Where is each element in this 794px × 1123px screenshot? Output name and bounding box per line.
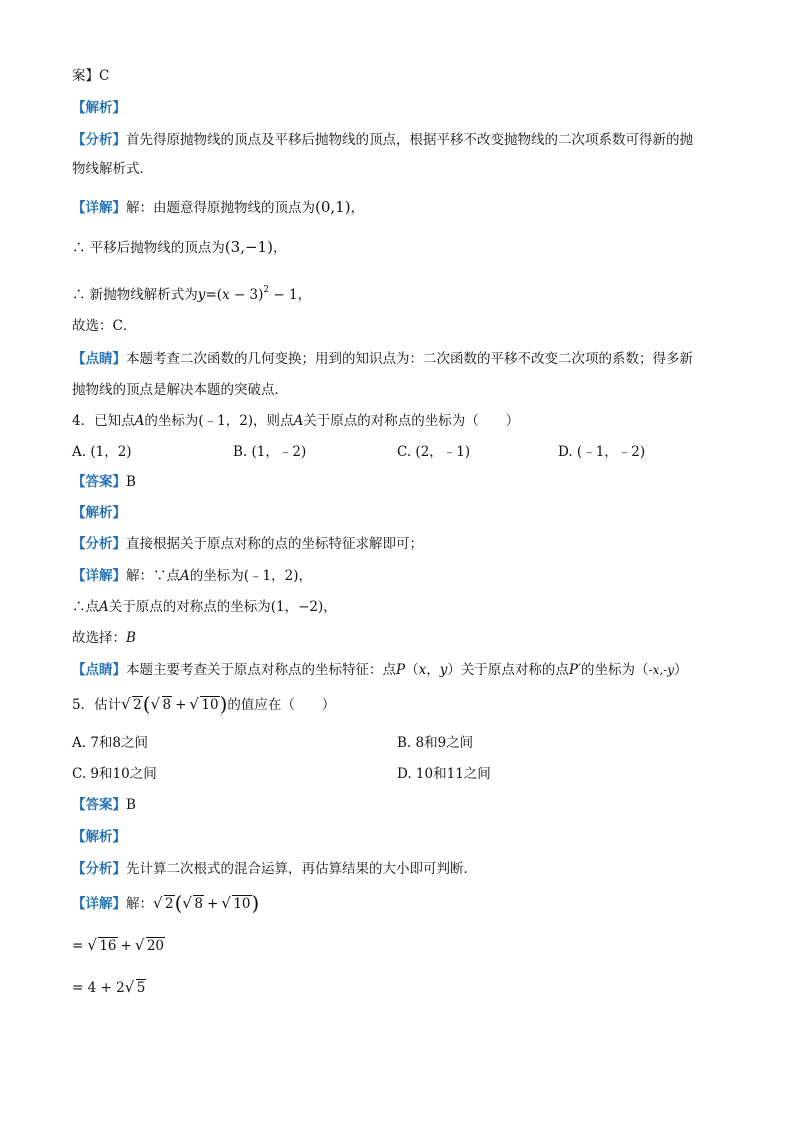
plus: + <box>207 896 219 912</box>
step-text: ∴点 <box>72 599 99 615</box>
sqrt-10 <box>189 695 219 715</box>
answer-text: 案】C <box>72 68 110 84</box>
radicand: 16 <box>99 938 117 954</box>
dianjing-text: 本题考查二次函数的几何变换；用到的知识点为：二次函数的平移不改变二次项的系数；得多新 <box>126 351 693 367</box>
fenxi-text: 直接根据关于原点对称的点的坐标特征求解即可； <box>126 536 423 552</box>
analysis-heading <box>72 98 126 118</box>
plus: + <box>175 697 187 713</box>
radicand: 10 <box>201 697 219 713</box>
equals-expr: = 4 + 2 <box>72 980 125 996</box>
q4-option-c: C. (2，﹣1) <box>397 444 471 460</box>
new-parabola-text: ∴ 新抛物线解析式为 <box>72 287 198 303</box>
fenxi-tag: 【分析】 <box>72 536 126 552</box>
q5-answer <box>72 795 136 815</box>
radicand: 2 <box>133 697 142 713</box>
shifted-vertex-text: ∴ 平移后抛物线的顶点为 <box>72 240 225 256</box>
xiangjie-text: 解：∵点 <box>126 568 180 584</box>
xiangjie-text: 解：由题意得原抛物线的顶点为 <box>126 200 315 216</box>
paren: （ <box>405 662 419 678</box>
sqrt-10 <box>221 894 251 914</box>
vertex-shifted: (3,−1) <box>224 238 273 256</box>
coords-neg: -x,-y <box>648 663 674 677</box>
q4-dianjing <box>72 660 688 680</box>
equals: = <box>72 938 84 954</box>
choice-line <box>72 316 136 336</box>
radicand: 10 <box>233 896 251 912</box>
answer-value: B <box>126 474 136 490</box>
q5-fenxi <box>72 859 477 879</box>
point-a: A <box>99 599 109 615</box>
question-5 <box>72 694 335 715</box>
point-p: P <box>396 662 406 678</box>
fenxi-text: 先计算二次根式的混合运算，再估算结果的大小即可判断． <box>126 861 477 877</box>
var-x: x <box>222 287 230 303</box>
choice-text: 故选择： <box>72 630 126 646</box>
q4-option-b: B. (1，﹣2) <box>233 444 307 460</box>
punct: ， <box>350 200 365 216</box>
var-y: y <box>439 662 448 678</box>
fenxi-tag: 【分析】 <box>72 132 126 148</box>
xiangjie-text: 解： <box>126 896 153 912</box>
q4-answer <box>72 472 136 492</box>
point-a: A <box>293 413 304 429</box>
choice-value: B <box>126 630 136 646</box>
paren-close: ) <box>219 692 228 716</box>
fenxi-tag: 【分析】 <box>72 861 126 877</box>
q4-text: 的坐标为(﹣1，2)，则点 <box>144 413 294 429</box>
answer-tag: 【答案】 <box>72 797 126 813</box>
dianjing-text: 的坐标为（ <box>581 662 649 678</box>
dianjing-tag: 【点睛】 <box>72 662 126 678</box>
answer-tag: 【答案】 <box>72 474 126 490</box>
radicand: 5 <box>136 980 146 996</box>
paren-close: ) <box>251 891 260 915</box>
step-text: 关于原点的对称点的坐标为(1，−2)， <box>108 599 337 615</box>
xiangjie-tag: 【详解】 <box>72 896 126 912</box>
dianjing-text-cont: 抛物线的顶点是解决本题的突破点． <box>72 382 288 398</box>
q5-option-a: A. 7和8之间 <box>72 735 149 751</box>
vertex-original: (0,1) <box>315 198 351 216</box>
detail-line-2 <box>72 237 286 258</box>
comment-line-1 <box>72 349 693 369</box>
analysis-tag: 【解析】 <box>72 829 126 845</box>
analysis-tag: 【解析】 <box>72 100 126 116</box>
radicand: 2 <box>165 896 174 912</box>
plus: + <box>120 938 132 954</box>
q4-choice <box>72 628 136 648</box>
radicand: 8 <box>194 896 203 912</box>
q4-fenxi <box>72 534 423 554</box>
comment-line-2 <box>72 380 288 400</box>
q5-option-c: C. 9和10之间 <box>72 766 157 782</box>
var-y: y <box>197 287 206 303</box>
sqrt-2 <box>153 894 175 914</box>
fenxi-text-cont: 物线解析式． <box>72 161 153 177</box>
eq: =( <box>205 287 223 303</box>
paren-open: ( <box>174 891 183 915</box>
q5-step-2 <box>72 978 146 998</box>
q4-option-a: A. (1，2) <box>72 444 132 460</box>
punct: ， <box>272 240 287 256</box>
analysis-line-1 <box>72 130 693 150</box>
xiangjie-text: 的坐标为(﹣1，2)， <box>189 568 312 584</box>
eq-rest: − 3) <box>229 287 264 303</box>
q5-text: 的值应在（ ） <box>227 697 336 713</box>
answer-value: B <box>126 797 136 813</box>
eq-end: − 1， <box>269 287 312 303</box>
q5-analysis-heading <box>72 827 126 847</box>
analysis-line-2 <box>72 159 153 179</box>
question-4 <box>72 411 519 431</box>
detail-line-3 <box>72 280 311 305</box>
analysis-tag: 【解析】 <box>72 505 126 521</box>
q5-step-1 <box>72 936 165 956</box>
radicand: 20 <box>146 938 164 954</box>
sqrt-16 <box>87 936 117 956</box>
point-a: A <box>134 413 145 429</box>
detail-line-1 <box>72 197 364 218</box>
dianjing-text: 本题主要考查关于原点对称点的坐标特征：点 <box>126 662 396 678</box>
fenxi-text: 首先得原抛物线的顶点及平移后抛物线的顶点，根据平移不改变抛物线的二次项系数可得新的抛 <box>126 132 693 148</box>
xiangjie-tag: 【详解】 <box>72 200 126 216</box>
paren-open: ( <box>142 692 151 716</box>
sqrt-8 <box>182 894 204 914</box>
dianjing-text: ）关于原点对称的点 <box>447 662 569 678</box>
q4-option-d: D. (﹣1，﹣2) <box>558 444 646 460</box>
q4-xiangjie <box>72 566 312 586</box>
xiangjie-tag: 【详解】 <box>72 568 126 584</box>
var-x: x <box>418 662 427 678</box>
sqrt-8 <box>151 695 173 715</box>
answer-fragment <box>72 66 109 86</box>
q4-step-2 <box>72 597 337 617</box>
q4-analysis-heading <box>72 503 126 523</box>
sqrt-2 <box>121 695 143 715</box>
point-a: A <box>180 568 190 584</box>
q5-text: 5．估计 <box>72 697 122 713</box>
point-p-prime: P′ <box>568 662 582 678</box>
q5-xiangjie <box>72 893 259 914</box>
exponent: 2 <box>263 285 270 295</box>
radicand: 8 <box>162 697 172 713</box>
q4-text: 4．已知点 <box>72 413 135 429</box>
q5-option-b: B. 8和9之间 <box>397 735 474 751</box>
paren: ） <box>674 662 688 678</box>
choice-text: 故选：C． <box>72 318 137 334</box>
q5-option-d: D. 10和11之间 <box>397 766 491 782</box>
sqrt-5 <box>125 978 147 998</box>
comma: ， <box>426 662 440 678</box>
dianjing-tag: 【点睛】 <box>72 351 126 367</box>
sqrt-20 <box>135 936 165 956</box>
q4-text: 关于原点的对称点的坐标为（ ） <box>303 413 520 429</box>
